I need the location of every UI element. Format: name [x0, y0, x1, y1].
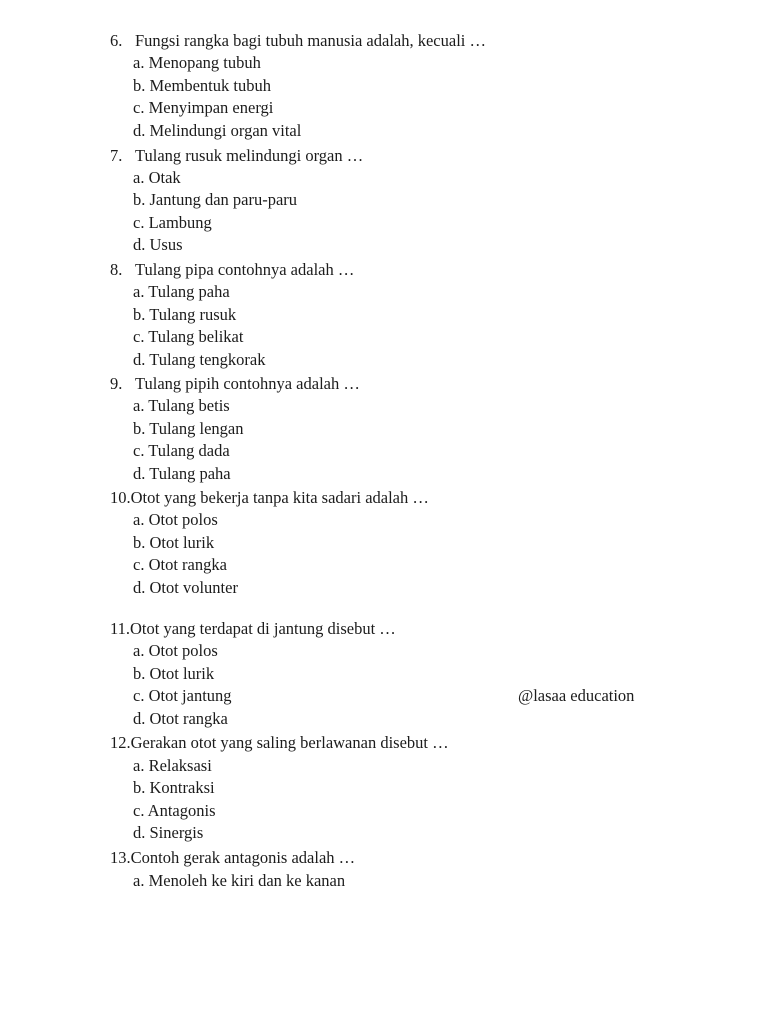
question-8	[110, 259, 354, 281]
question-9	[110, 373, 360, 395]
question-12	[110, 732, 449, 754]
option-c: c. Antagonis	[133, 801, 216, 820]
option-c: c. Tulang dada	[133, 441, 230, 460]
question-text: Contoh gerak antagonis adalah …	[130, 848, 356, 867]
question-text: Gerakan otot yang saling berlawanan disebut …	[130, 733, 449, 752]
option-c: c. Otot jantung	[133, 686, 232, 705]
question-7	[110, 145, 363, 167]
option-b: b. Otot lurik	[133, 664, 215, 683]
question-number: 6.	[110, 31, 123, 50]
question-number: 8.	[110, 260, 123, 279]
question-number: 7.	[110, 146, 123, 165]
option-a: a. Relaksasi	[133, 756, 212, 775]
option-a: a. Otot polos	[133, 510, 218, 529]
option-d: d. Melindungi organ vital	[133, 121, 302, 140]
question-number: 12.	[110, 733, 131, 752]
option-a: a. Menoleh ke kiri dan ke kanan	[133, 871, 346, 890]
question-text: Tulang pipa contohnya adalah …	[135, 260, 355, 279]
option-d: d. Tulang tengkorak	[133, 350, 266, 369]
option-b: b. Tulang lengan	[133, 419, 244, 438]
question-6	[110, 30, 486, 52]
question-text: Otot yang bekerja tanpa kita sadari adalah …	[130, 488, 429, 507]
option-b: b. Membentuk tubuh	[133, 76, 271, 95]
option-d: d. Otot volunter	[133, 578, 238, 597]
option-c: c. Otot rangka	[133, 555, 227, 574]
option-d: d. Tulang paha	[133, 464, 231, 483]
question-number: 10.	[110, 488, 131, 507]
question-text: Tulang rusuk melindungi organ …	[135, 146, 364, 165]
option-a: a. Tulang betis	[133, 396, 230, 415]
question-number: 13.	[110, 848, 131, 867]
option-d: d. Usus	[133, 235, 183, 254]
option-a: a. Otot polos	[133, 641, 218, 660]
question-number: 11.	[110, 619, 131, 638]
option-a: a. Otak	[133, 168, 181, 187]
question-text: Fungsi rangka bagi tubuh manusia adalah, kecuali …	[135, 31, 486, 50]
option-d: d. Sinergis	[133, 823, 204, 842]
question-number: 9.	[110, 374, 123, 393]
question-13	[110, 847, 355, 869]
option-a: a. Tulang paha	[133, 282, 230, 301]
option-d: d. Otot rangka	[133, 709, 228, 728]
option-b: b. Kontraksi	[133, 778, 215, 797]
option-c: c. Lambung	[133, 213, 212, 232]
question-text: Tulang pipih contohnya adalah …	[135, 374, 360, 393]
watermark-text: @lasaa education	[518, 686, 635, 705]
option-c: c. Tulang belikat	[133, 327, 244, 346]
option-a: a. Menopang tubuh	[133, 53, 261, 72]
option-b: b. Otot lurik	[133, 533, 215, 552]
option-c: c. Menyimpan energi	[133, 98, 274, 117]
question-11	[110, 618, 396, 640]
question-10	[110, 487, 429, 509]
question-text: Otot yang terdapat di jantung disebut …	[130, 619, 396, 638]
option-b: b. Jantung dan paru-paru	[133, 190, 298, 209]
option-b: b. Tulang rusuk	[133, 305, 237, 324]
